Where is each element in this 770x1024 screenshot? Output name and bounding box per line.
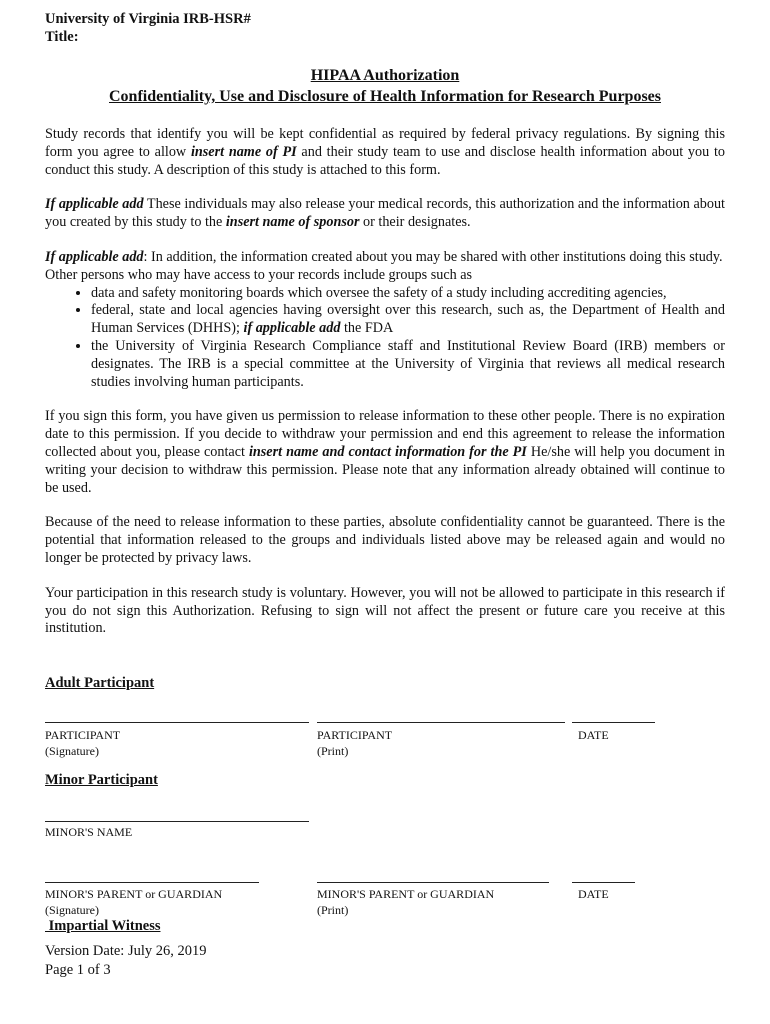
participant-date-line[interactable] (572, 722, 655, 723)
list-item: • federal, state and local agencies having oversight over this research, such as, the Department of Health and Human Services (DHHS); if applicable add the FDA (91, 302, 725, 338)
if-applicable-note: If applicable add (45, 248, 144, 265)
if-applicable-note: If applicable add (45, 196, 144, 213)
sponsor-placeholder: insert name of sponsor (225, 214, 360, 231)
document-body (45, 10, 725, 638)
impartial-witness-heading: Impartial Witness (45, 918, 161, 934)
voluntary-paragraph: Your participation in this research study is voluntary. However, you will not be allowed to participate in this research if you do not sign this Authorization. Refusing to sign will not affect the present or future care you receive at this institution. (45, 584, 725, 637)
pi-contact-placeholder: insert name and contact information for the PI (248, 443, 527, 460)
version-date: Version Date: July 26, 2019 (45, 943, 207, 959)
withdraw-paragraph: If you sign this form, you have given us permission to release information to these other people. There is no expiration date to this permission. If you decide to withdraw your permission and end this agreement to release the information collected about you, please contact insert name and contact information for the PI He/she will help you document in writing your decision to withdraw this permission. Please note that any information already obtained will continue to be used. (45, 408, 725, 496)
participant-date-label: DATE (578, 728, 609, 742)
access-list (45, 285, 725, 392)
minor-name-line[interactable] (45, 821, 309, 822)
list-item: • the University of Virginia Research Compliance staff and Institutional Review Board (IRB) members or designates. The IRB is a special committee at the University of Virginia that reviews all medical research studies involving human participants. (91, 338, 725, 391)
doc-title: HIPAA Authorization (310, 67, 460, 84)
guardian-signature-line[interactable] (45, 882, 259, 883)
participant-print-label: PARTICIPANT (Print) (317, 728, 393, 758)
irb-number-line: University of Virginia IRB-HSR# (45, 11, 251, 27)
guardian-date-line[interactable] (572, 882, 635, 883)
access-intro: Other persons who may have access to your records include groups such as (45, 266, 473, 283)
guardian-date-label: DATE (578, 887, 609, 901)
sponsor-paragraph: If applicable add These individuals may also release your medical records, this authorization and the information about you created by this study to the insert name of sponsor or their designates. (45, 196, 725, 231)
participant-signature-label: PARTICIPANT (Signature) (45, 728, 121, 758)
participant-print-line[interactable] (317, 722, 565, 723)
page-number: Page 1 of 3 (45, 962, 111, 978)
guardian-print-label: MINOR'S PARENT or GUARDIAN (Print) (317, 887, 495, 917)
pi-placeholder: insert name of PI (190, 143, 297, 160)
guardian-print-line[interactable] (317, 882, 549, 883)
list-item: • data and safety monitoring boards which oversee the safety of a study including accrediting agencies, (91, 285, 725, 303)
if-applicable-note: if applicable add (243, 320, 341, 337)
participant-signature-line[interactable] (45, 722, 309, 723)
release-paragraph: Because of the need to release information to these parties, absolute confidentiality cannot be guaranteed. There is the potential that information released to the groups and individuals listed above may be released again and would no longer be protected by privacy laws. (45, 514, 725, 566)
title-line: Title: (45, 29, 79, 45)
minor-name-label: MINOR'S NAME (45, 825, 133, 839)
institutions-paragraph: If applicable add: In addition, the information created about you may be shared with other institutions doing this study. (45, 248, 723, 265)
adult-participant-heading: Adult Participant (45, 675, 155, 691)
doc-subtitle: Confidentiality, Use and Disclosure of Health Information for Research Purposes (109, 88, 661, 105)
guardian-signature-label: MINOR'S PARENT or GUARDIAN (Signature) (45, 887, 223, 917)
confidentiality-paragraph: Study records that identify you will be kept confidential as required by federal privacy regulations. By signing this form you agree to allow insert name of PI and their study team to use and disclose health information about you to conduct this study. A description of this study is attached to this form. (45, 126, 725, 178)
minor-participant-heading: Minor Participant (45, 772, 158, 788)
